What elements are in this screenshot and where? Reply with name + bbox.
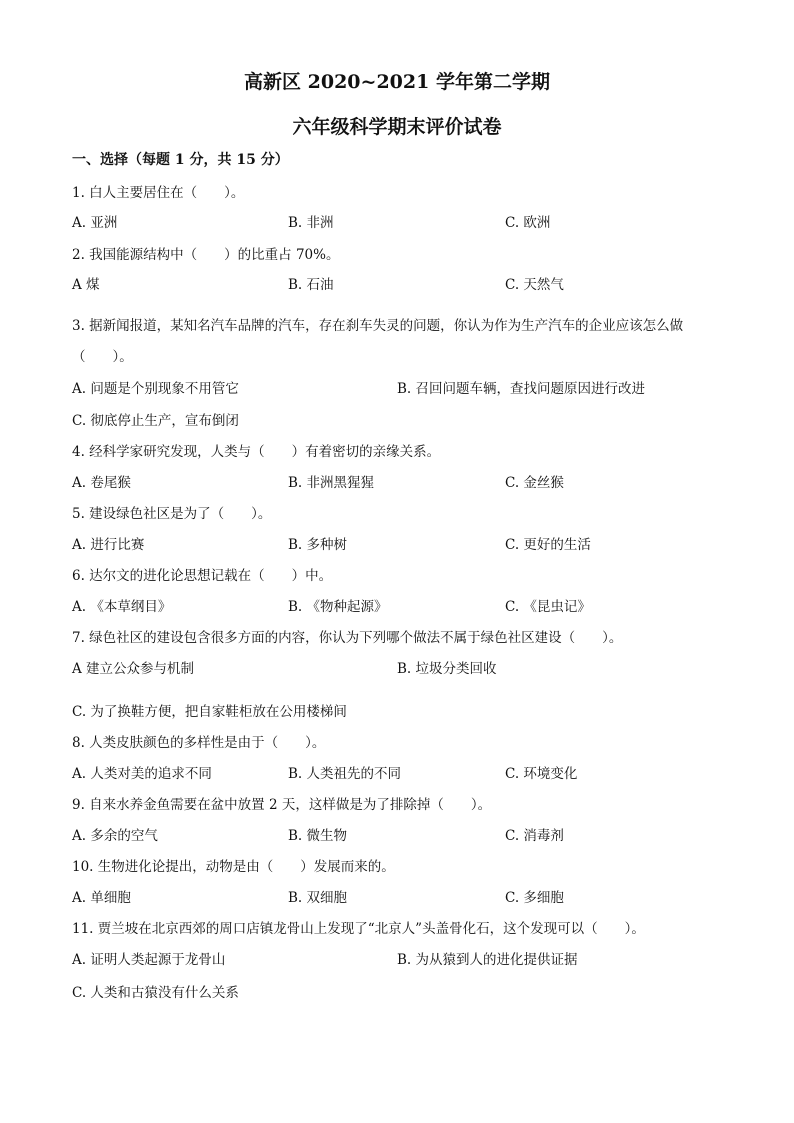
question-8: 8. 人类皮肤颜色的多样性是由于（ ）。 [72, 735, 326, 751]
question-11-option-a: A. 证明人类起源于龙骨山 [72, 952, 226, 968]
question-11-option-c: C. 人类和古猿没有什么关系 [72, 985, 239, 1001]
question-7: 7. 绿色社区的建设包含很多方面的内容，你认为下列哪个做法不属于绿色社区建设（ ）。 [72, 630, 623, 646]
question-11-option-b: B. 为从猿到人的进化提供证据 [397, 952, 578, 968]
question-1-option-b: B. 非洲 [288, 215, 334, 231]
question-1-option-a: A. 亚洲 [72, 215, 118, 231]
question-5-option-a: A. 进行比赛 [72, 537, 145, 553]
question-5-option-b: B. 多种树 [288, 537, 348, 553]
question-2-option-a: A 煤 [72, 277, 100, 293]
question-3-option-c: C. 彻底停止生产，宣布倒闭 [72, 413, 239, 429]
question-2-option-b: B. 石油 [288, 277, 334, 293]
question-9-option-c: C. 消毒剂 [505, 828, 564, 844]
question-6: 6. 达尔文的进化论思想记载在（ ）中。 [72, 568, 333, 584]
question-4: 4. 经科学家研究发现，人类与（ ）有着密切的亲缘关系。 [72, 444, 441, 460]
question-7-option-b: B. 垃圾分类回收 [397, 661, 497, 677]
question-6-option-b: B. 《物种起源》 [288, 599, 388, 615]
question-2: 2. 我国能源结构中（ ）的比重占 70%。 [72, 247, 340, 263]
question-7-option-a: A 建立公众参与机制 [72, 661, 195, 677]
question-10-option-c: C. 多细胞 [505, 890, 564, 906]
question-8-option-a: A. 人类对美的追求不同 [72, 766, 212, 782]
question-9: 9. 自来水养金鱼需要在盆中放置 2 天，这样做是为了排除掉（ ）。 [72, 797, 492, 813]
section-heading: 一、选择（每题 1 分，共 15 分） [72, 152, 289, 168]
question-10-option-a: A. 单细胞 [72, 890, 131, 906]
question-1: 1. 白人主要居住在（ ）。 [72, 185, 245, 201]
question-5: 5. 建设绿色社区是为了（ ）。 [72, 506, 272, 522]
question-8-option-c: C. 环境变化 [505, 766, 578, 782]
exam-title-line1: 高新区 2020~2021 学年第二学期 [244, 71, 550, 93]
question-3-option-b: B. 召回问题车辆，查找问题原因进行改进 [397, 381, 646, 397]
question-2-option-c: C. 天然气 [505, 277, 564, 293]
question-8-option-b: B. 人类祖先的不同 [288, 766, 402, 782]
question-10-option-b: B. 双细胞 [288, 890, 348, 906]
question-3: 3. 据新闻报道，某知名汽车品牌的汽车，存在刹车失灵的问题，你认为作为生产汽车的企业应该怎么做（ ）。 [72, 318, 684, 365]
exam-title-line2: 六年级科学期末评价试卷 [292, 116, 502, 138]
question-4-option-b: B. 非洲黑猩猩 [288, 475, 375, 491]
question-6-option-a: A. 《本草纲目》 [72, 599, 172, 615]
question-9-option-b: B. 微生物 [288, 828, 348, 844]
question-1-option-c: C. 欧洲 [505, 215, 551, 231]
question-10: 10. 生物进化论提出，动物是由（ ）发展而来的。 [72, 859, 395, 875]
question-4-option-a: A. 卷尾猴 [72, 475, 131, 491]
question-9-option-a: A. 多余的空气 [72, 828, 158, 844]
question-7-option-c: C. 为了换鞋方便，把自家鞋柜放在公用楼梯间 [72, 704, 347, 720]
question-11: 11. 贾兰坡在北京西郊的周口店镇龙骨山上发现了“北京人”头盖骨化石，这个发现可以（ ）。 [72, 921, 645, 937]
question-6-option-c: C. 《昆虫记》 [505, 599, 591, 615]
question-5-option-c: C. 更好的生活 [505, 537, 591, 553]
question-4-option-c: C. 金丝猴 [505, 475, 564, 491]
question-3-option-a: A. 问题是个别现象不用管它 [72, 381, 239, 397]
